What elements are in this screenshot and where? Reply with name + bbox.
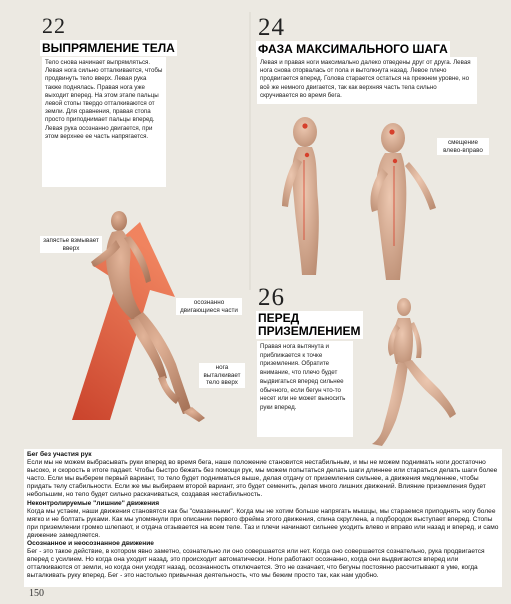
section-title-26-line1: ПЕРЕД <box>258 311 300 325</box>
label-conscious-parts: осознанно двигающиеся части <box>176 298 242 315</box>
frame-number-24: 24 <box>258 14 285 41</box>
page-number: 150 <box>29 588 44 599</box>
paragraph-running-without-arms: Если мы не можем выбрасывать руки вперед во время бега, наше положение становится нестабильным, и мы не можем поднимать ноги достаточно высоко, и скорость в итоге падает. Чтобы быстро бежать без помощи рук, мы можем попытаться делать шаги длиннее или стараться делать шаги более часто. Если мы выберем первый вариант, то тело будет подниматься выше, делая отдачу от приземления сильнее, а движения медленнее, чтобы придать телу стабильности. Если же мы выбираем второй вариант, это будет семенить, делая много лишних движений. Влияние приземления будет небольшим, но тело будет сильно раскачиваться, создавая нестабильность. <box>27 459 498 499</box>
heading-running-without-arms: Бег без участия рук <box>27 451 92 458</box>
section-text-26: Правая нога вытянута и приближается к точке приземления. Обратите внимание, что плечо будет выдвигаться вперед сильнее обычного, если бегун что-то несет или не может выносить руки вперед. <box>257 341 353 437</box>
label-leg-pushes: нога выталкивает тело вверх <box>199 363 245 388</box>
section-title-22: ВЫПРЯМЛЕНИЕ ТЕЛА <box>42 41 175 55</box>
heading-uncontrolled-movements: Неконтролируемые "лишние" движения <box>27 499 160 507</box>
runner-figure-26 <box>372 298 456 446</box>
frame-number-22: 22 <box>42 13 66 38</box>
runner-figure-24 <box>282 117 436 280</box>
label-left-right-shift: смещение влево-вправо <box>437 138 489 155</box>
paragraph-conscious-movement: Бег - это такое действие, в котором явно заметно, сознательно ли оно совершается или нет. Когда оно совершается сознательно, рука продвигается вперед с усилием. Но когда она уходит назад, это происходит автоматически. Ноги работают осознанно, когда они выдвигаются вперед или отталкиваются от земли, но когда они уходят назад, осознанность отключается. Это не означает, что бегуны постоянно рассчитывают в уме, когда выталкивать руку вперед. Бег - это настолько привычная деятельность, что мы бежим просто так, как нам удобно. <box>27 548 485 580</box>
section-title-26 <box>256 311 363 339</box>
label-wrist-up: запястье взмывает вверх <box>40 236 102 253</box>
section-text-22: Тело снова начинает выпрямляться. Левая нога сильно отталкивается, чтобы продвинуть тело вверх. Левая рука также поднялась. Правая нога уже выходит вперед. На этом этапе пальцы левой стопы твердо отталкиваются от земли. Для сравнения, правая стопа просто приподнимает пальцы вперед. Левая рука осознанно двигается, при этом верхнее ее часть напрягается. <box>42 57 166 187</box>
section-title-24: ФАЗА МАКСИМАЛЬНОГО ШАГА <box>258 42 448 56</box>
section-text-24: Левая и правая ноги максимально далеко отведены друг от друга. Левая нога снова оторвалась от пола и вытолкнута назад. Левое плечо продвигается вперед. Голова старается остаться на прежнем уровне, но всё же немного двигается, так как верхняя часть тела сильно скручивается во время бега. <box>257 57 477 104</box>
paragraph-uncontrolled-movements: Когда мы устаем, наши движения становятся как бы "смазанными". Когда мы не хотим больше напрягать мышцы, мы стараемся приподнять ногу более мягко и не болтать руками. Как мы упомянули при описании первого фрейма этого движения, спина скруглена, а подбородок выступает вперед. Стопы при приземлении громко шлепают, и отдача отзывается на всем теле. Таз и плечи начинают сильнее уходить влево и вправо или назад и вперед, и само движение замедляется. <box>27 507 499 539</box>
section-title-26-line2: ПРИЗЕМЛЕНИЕМ <box>258 324 361 338</box>
heading-conscious-movement: Осознанное и неосознанное движение <box>27 540 154 548</box>
frame-number-26: 26 <box>258 284 285 311</box>
bottom-text-block <box>24 449 502 587</box>
